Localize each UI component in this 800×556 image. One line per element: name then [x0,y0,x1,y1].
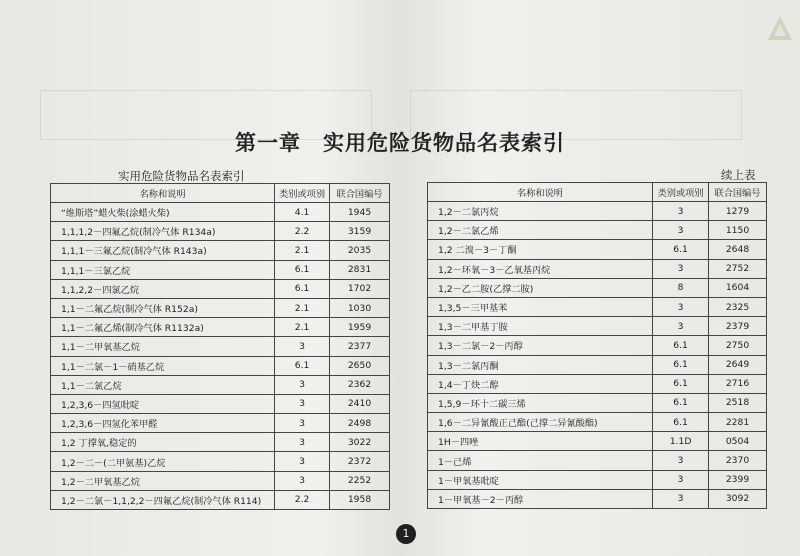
cell-class: 6.1 [653,355,709,374]
table-row [428,451,767,470]
cell-class: 3 [275,394,330,413]
cell-class: 2.1 [275,241,330,260]
cell-class: 3 [275,471,330,490]
cell-un-number: 2650 [330,356,390,375]
cell-un-number: 0504 [709,432,767,451]
header-un-number: 联合国编号 [330,184,390,203]
cell-name: 1,3－二甲基丁胺 [428,317,653,336]
table-row [51,490,390,509]
table-row [428,259,767,278]
cell-class: 2.2 [275,490,330,509]
cell-name: 1,2－二－(二甲氨基)乙烷 [51,452,275,471]
cell-class: 6.1 [653,393,709,412]
cell-name: 1,1－二甲氧基乙烷 [51,337,275,356]
cell-un-number: 3092 [709,489,767,508]
page-number: 1 [396,524,416,544]
cell-un-number: 1150 [709,221,767,240]
cell-un-number: 2399 [709,470,767,489]
cell-name: 1,2,3,6－四氢吡啶 [51,394,275,413]
table-row [51,298,390,317]
header-name: 名称和说明 [51,184,275,203]
cell-name: 1,1,1－三氟乙烷(制冷气体 R143a) [51,241,275,260]
cell-un-number: 2370 [709,451,767,470]
table-row [428,355,767,374]
cell-class: 6.1 [653,336,709,355]
cell-un-number: 2372 [330,452,390,471]
cell-name: 1,2－二氯丙烷 [428,202,653,221]
cell-un-number: 1604 [709,278,767,297]
cell-class: 3 [275,375,330,394]
table-row [51,394,390,413]
cell-un-number: 2498 [330,414,390,433]
cell-name: 1,2 二溴－3－丁酮 [428,240,653,259]
cell-class: 6.1 [653,240,709,259]
table-row [51,260,390,279]
table-row [51,337,390,356]
cell-name: 1－甲氧基－2－丙醇 [428,489,653,508]
cell-class: 6.1 [653,374,709,393]
cell-name: 1,1,1,2－四氟乙烷(制冷气体 R134a) [51,222,275,241]
cell-class: 3 [653,297,709,316]
table-row [428,413,767,432]
cell-un-number: 3159 [330,222,390,241]
cell-name: 1,6－二异氰酸正己酯(己撑二异氰酸酯) [428,413,653,432]
table-row [51,452,390,471]
cell-class: 3 [275,452,330,471]
cell-name: 1,2－二甲氧基乙烷 [51,471,275,490]
cell-name: 1,1－二氯乙烷 [51,375,275,394]
table-row [428,489,767,508]
cell-un-number: 2648 [709,240,767,259]
table-row [51,471,390,490]
cell-class: 3 [275,433,330,452]
cell-un-number: 3022 [330,433,390,452]
cell-name: 1,2,3,6－四氢化苯甲醛 [51,414,275,433]
cell-un-number: 1030 [330,298,390,317]
table-row [428,278,767,297]
cell-un-number: 2750 [709,336,767,355]
cell-un-number: 1702 [330,279,390,298]
cell-name: 1,1,2,2－四氯乙烷 [51,279,275,298]
table-row [51,433,390,452]
cell-un-number: 2410 [330,394,390,413]
table-row [51,356,390,375]
table-row [428,240,767,259]
cell-class: 3 [653,259,709,278]
table-row [51,375,390,394]
cell-un-number: 2752 [709,259,767,278]
cell-name: 1,1－二氯－1－硝基乙烷 [51,356,275,375]
cell-un-number: 2035 [330,241,390,260]
cell-un-number: 2716 [709,374,767,393]
cell-name: 1－己烯 [428,451,653,470]
chapter-title: 第一章 实用危险货物品名表索引 [235,130,565,155]
cell-class: 6.1 [275,356,330,375]
cell-name: 1,5,9－环十二碳三烯 [428,393,653,412]
cell-name: 1,3－二氯丙酮 [428,355,653,374]
table-row [428,221,767,240]
cell-un-number: 1945 [330,203,390,222]
header-class: 类别或项别 [653,183,709,202]
cell-un-number: 2252 [330,471,390,490]
cell-name: 1H－四唑 [428,432,653,451]
index-table-left [50,183,390,510]
cell-un-number: 2362 [330,375,390,394]
cell-name: 1,1－二氟乙烯(制冷气体 R1132a) [51,318,275,337]
cell-un-number: 2281 [709,413,767,432]
cell-class: 6.1 [275,279,330,298]
table-row [428,336,767,355]
cell-class: 3 [653,489,709,508]
cell-un-number: 2649 [709,355,767,374]
cell-class: 6.1 [653,413,709,432]
table-row [51,241,390,260]
cell-class: 3 [275,414,330,433]
cell-class: 6.1 [275,260,330,279]
cell-name: “维斯塔”蜡火柴(涂蜡火柴) [51,203,275,222]
cell-un-number: 1279 [709,202,767,221]
cell-un-number: 2377 [330,337,390,356]
table-row [428,393,767,412]
table-row [428,297,767,316]
table-row [51,222,390,241]
cell-class: 8 [653,278,709,297]
table-row [428,317,767,336]
cell-class: 3 [275,337,330,356]
cell-name: 1－甲氧基吡啶 [428,470,653,489]
cell-class: 3 [653,221,709,240]
table-row [428,374,767,393]
cell-name: 1,3,5－三甲基苯 [428,297,653,316]
corner-logo-icon [760,0,800,44]
table-row [51,318,390,337]
table-row [428,432,767,451]
cell-name: 1,2－环氧－3－乙氧基丙烷 [428,259,653,278]
cell-un-number: 1959 [330,318,390,337]
table-caption: 实用危险货物品名表索引 [118,169,245,183]
table-row [51,414,390,433]
cell-class: 2.1 [275,318,330,337]
cell-class: 2.1 [275,298,330,317]
cell-class: 4.1 [275,203,330,222]
header-class: 类别或项别 [275,184,330,203]
table-row [51,203,390,222]
cell-name: 1,3－二氯－2－丙醇 [428,336,653,355]
table-row [428,202,767,221]
table-row [51,279,390,298]
table-header-row [51,184,390,203]
cell-name: 1,2－乙二胺(乙撑二胺) [428,278,653,297]
cell-un-number: 2518 [709,393,767,412]
cell-un-number: 1958 [330,490,390,509]
index-table-right [427,182,767,509]
cell-name: 1,2－二氯－1,1,2,2－四氟乙烷(制冷气体 R114) [51,490,275,509]
table-row [428,470,767,489]
continued-caption: 续上表 [721,168,756,182]
cell-un-number: 2379 [709,317,767,336]
cell-class: 3 [653,202,709,221]
cell-class: 3 [653,470,709,489]
cell-class: 3 [653,317,709,336]
cell-class: 3 [653,451,709,470]
cell-class: 1.1D [653,432,709,451]
cell-name: 1,2－二氯乙烯 [428,221,653,240]
cell-name: 1,4－丁炔二醇 [428,374,653,393]
cell-name: 1,2 丁撑氧,稳定的 [51,433,275,452]
cell-name: 1,1,1－三氯乙烷 [51,260,275,279]
cell-un-number: 2325 [709,297,767,316]
cell-un-number: 2831 [330,260,390,279]
cell-class: 2.2 [275,222,330,241]
cell-name: 1,1－二氟乙烷(制冷气体 R152a) [51,298,275,317]
header-name: 名称和说明 [428,183,653,202]
header-un-number: 联合国编号 [709,183,767,202]
table-header-row [428,183,767,202]
